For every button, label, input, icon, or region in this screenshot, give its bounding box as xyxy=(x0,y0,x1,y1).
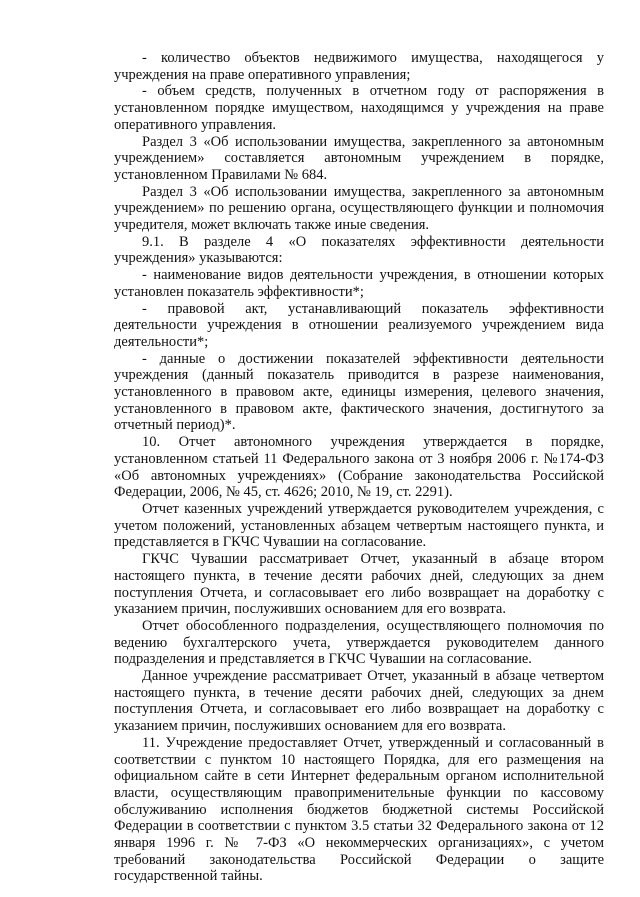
paragraph-9: 10. Отчет автономного учреждения утверждается в порядке, установленном статьей 11 Федерального закона от 3 ноября 2006 г. №174-ФЗ «Об автономных учреждениях» (Собрание законодательства Российской Федерации, 2006, № 45, ст. 4626; 2010, № 19, ст. 2291). xyxy=(114,434,604,501)
paragraph-10: Отчет казенных учреждений утверждается руководителем учреждения, с учетом положений, установленных абзацем четвертым настоящего пункта, и представляется в ГКЧС Чувашии на согласование. xyxy=(114,500,604,551)
paragraph-14: 11. Учреждение предоставляет Отчет, утвержденный и согласованный в соответствии с пунктом 10 настоящего Порядка, для его размещения на официальном сайте в сети Интернет федеральным органом исполнительной власти, осуществляющим правоприменительные функции по кассовому обслуживанию исполнения бюджетов бюджетной системы Российской Федерации в соответствии с пунктом 3.5 статьи 32 Федерального закона от 12 января 1996 г. № 7-ФЗ «О некоммерческих организациях», с учетом требований законодательства Российской Федерации о защите государственной тайны. xyxy=(114,734,604,885)
paragraph-8: - данные о достижении показателей эффективности деятельности учреждения (данный показатель приводится в разрезе наименования, установленного в правовом акте, единицы измерения, целевого значения, установленного в правовом акте, фактического значения, достигнутого за отчетный период)*. xyxy=(114,350,604,434)
paragraph-6: - наименование видов деятельности учреждения, в отношении которых установлен показатель эффективности*; xyxy=(114,267,604,300)
paragraph-7: - правовой акт, устанавливающий показатель эффективности деятельности учреждения в отношении реализуемого учреждением вида деятельности*; xyxy=(114,300,604,350)
document-body xyxy=(114,50,604,885)
paragraph-4: Раздел 3 «Об использовании имущества, закрепленного за автономным учреждением» по решению органа, осуществляющего функции и полномочия учредителя, может включать также иные сведения. xyxy=(114,183,604,234)
paragraph-12: Отчет обособленного подразделения, осуществляющего полномочия по ведению бухгалтерского учета, утверждается руководителем данного подразделения и представляется в ГКЧС Чувашии на согласование. xyxy=(114,617,604,668)
paragraph-13: Данное учреждение рассматривает Отчет, указанный в абзаце четвертом настоящего пункта, в течение десяти рабочих дней, следующих за днем поступления Отчета, и согласовывает его либо возвращает на доработку с указанием причин, послуживших основанием для его возврата. xyxy=(114,668,604,735)
paragraph-2: - объем средств, полученных в отчетном году от распоряжения в установленном порядке имуществом, находящимся у учреждения на праве оперативного управления. xyxy=(114,83,604,133)
paragraph-1: - количество объектов недвижимого имущества, находящегося у учреждения на праве оперативного управления; xyxy=(114,50,604,83)
paragraph-3: Раздел 3 «Об использовании имущества, закрепленного за автономным учреждением» составляется автономным учреждением в порядке, установленном Правилами № 684. xyxy=(114,133,604,183)
paragraph-11: ГКЧС Чувашии рассматривает Отчет, указанный в абзаце втором настоящего пункта, в течение десяти рабочих дней, следующих за днем поступления Отчета, и согласовывает его либо возвращает на доработку с указанием причин, послуживших основанием для его возврата. xyxy=(114,551,604,618)
paragraph-5: 9.1. В разделе 4 «О показателях эффективности деятельности учреждения» указываются: xyxy=(114,233,604,267)
